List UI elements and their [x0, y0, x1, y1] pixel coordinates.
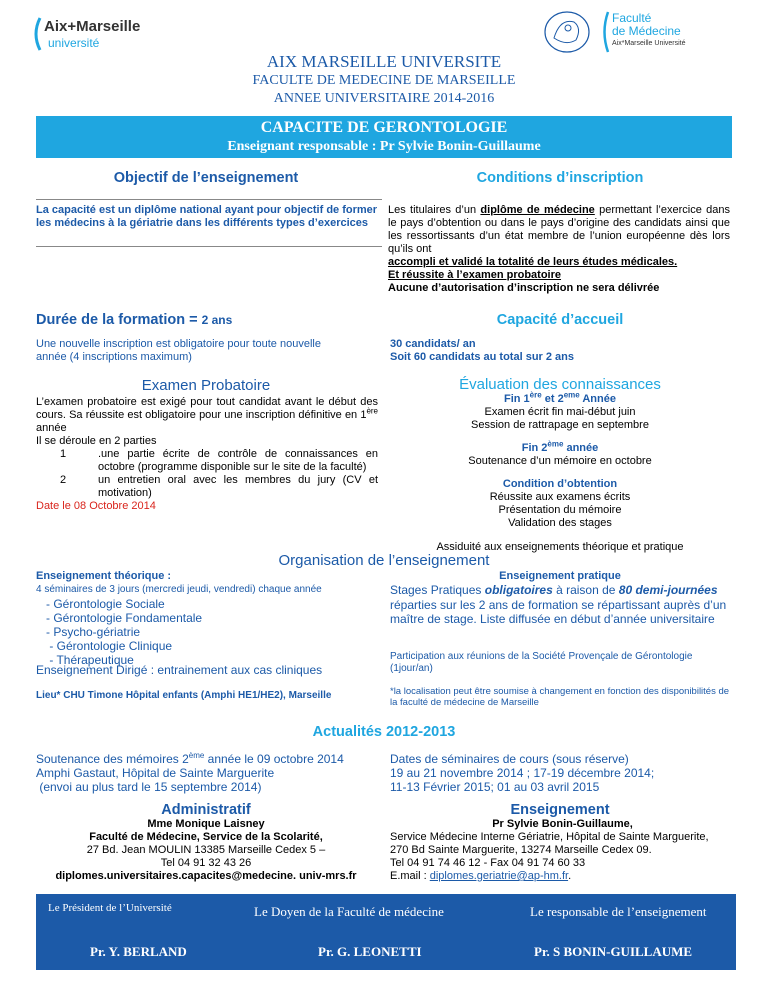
faculty-logo-line2: de Médecine	[612, 24, 681, 38]
administratif-address: 27 Bd. Jean MOULIN 13385 Marseille Cedex 5 –	[86, 844, 326, 856]
lieu-text: Lieu* CHU Timone Hôpital enfants (Amphi HE1/HE2), Marseille	[36, 690, 332, 701]
evaluation-line7: Assiduité aux enseignements théorique et pratique	[436, 541, 684, 553]
list-item: - Gérontologie Sociale	[46, 597, 165, 611]
evaluation-line6: Validation des stages	[508, 517, 612, 529]
actualites-right	[390, 752, 740, 794]
administratif-name: Mme Monique Laisney	[147, 818, 265, 830]
evaluation-sub2-a: Fin 2	[521, 442, 548, 454]
examen-heading: Examen Probatoire	[141, 377, 271, 394]
pratique-t5: réparties sur les 2 ans de formation se répartissant auprès d’un maître de stage. Liste diffusée en début d’année universitaire	[390, 597, 727, 626]
title-banner	[36, 116, 732, 158]
list-item: - Thérapeutique	[46, 653, 134, 667]
evaluation-sub2-b: année	[563, 442, 599, 454]
evaluation-sub2	[390, 439, 730, 455]
objectif-text: La capacité est un diplôme national ayant pour objectif de former les médecins à la gériatrie dans les différents types d’exercices	[36, 204, 378, 229]
administratif-text	[36, 818, 376, 883]
enseignement-email-label: E.mail :	[390, 870, 430, 882]
examen-item-text: un entretien oral avec les membres du jury (CV et motivation)	[98, 474, 378, 499]
pratique-t4: 80 demi-journées	[618, 583, 718, 597]
actualites-left1	[36, 752, 376, 766]
capacite-text	[390, 338, 730, 364]
faculty-logo	[600, 10, 740, 54]
enseignement-address: 270 Bd Sainte Marguerite, 13274 Marseille Cedex 09.	[390, 844, 652, 856]
duree-value: 2 ans	[201, 313, 233, 327]
evaluation-text	[390, 390, 730, 530]
course-title: CAPACITE DE GERONTOLOGIE	[260, 119, 508, 136]
evaluation-sub1-sup1: ère	[529, 390, 542, 400]
theorique-intro: 4 séminaires de 3 jours (mercredi jeudi, vendredi) chaque année	[36, 584, 322, 595]
conditions-p1c: permettant l’exercice dans le pays d’obtention ou dans le pays d’origine des candidats ainsi que les ressortissants d’un état membre de l’union européenne dès lors qu’ils ont	[388, 204, 730, 255]
evaluation-line5: Présentation du mémoire	[498, 504, 622, 516]
enseignement-email-line	[390, 870, 735, 883]
pratique-t1: Stages Pratiques	[390, 583, 485, 597]
organisation-heading-b: l’enseignement	[388, 552, 490, 569]
page-header	[0, 52, 768, 108]
actualites-left	[36, 752, 376, 794]
footer-name-1: Pr. Y. BERLAND	[90, 944, 187, 959]
enseignement-email-link[interactable]: diplomes.geriatrie@ap-hm.fr	[429, 870, 569, 882]
amu-logo-line1: Aix+Marseille	[44, 18, 141, 35]
conditions-p1b: diplôme de médecine	[480, 204, 595, 216]
pratique-heading: Enseignement pratique	[499, 570, 621, 582]
actualites-heading: Actualités 2012-2013	[312, 724, 456, 740]
evaluation-line3: Soutenance d’un mémoire en octobre	[468, 455, 652, 467]
lieu-note: *la localisation peut être soumise à changement en fonction des disponibilités de la faculté de médecine de Marseille	[390, 686, 730, 708]
evaluation-sub1-sup2: eme	[563, 390, 580, 400]
pratique-t3: à raison de	[552, 583, 619, 597]
conditions-p4: Aucune d’autorisation d’inscription ne sera délivrée	[388, 282, 660, 294]
administratif-email: diplomes.universitaires.capacites@medecine. univ-mrs.fr	[55, 870, 357, 882]
evaluation-sub3: Condition d’obtention	[502, 478, 618, 490]
actualites-left1-sup: ème	[188, 751, 205, 760]
evaluation-sub1-c: Année	[579, 393, 616, 405]
conditions-p3: Et réussite à l’examen probatoire	[388, 269, 562, 281]
conditions-p1a: Les titulaires d’un	[388, 204, 481, 216]
amu-logo-line2: université	[48, 36, 100, 50]
evaluation-line2: Session de rattrapage en septembre	[471, 419, 649, 431]
faculty-logo-line1: Faculté	[612, 11, 652, 25]
pratique-t2: obligatoires	[484, 583, 553, 597]
footer	[36, 894, 736, 970]
actualites-left2: Amphi Gastaut, Hôpital de Sainte Marguerite	[36, 766, 275, 780]
bracket-icon	[30, 16, 42, 52]
objectif-rule-bottom	[36, 246, 382, 247]
evaluation-sub1	[390, 390, 730, 406]
enseignement-text	[390, 818, 735, 883]
list-item: - Gérontologie Fondamentale	[46, 611, 203, 625]
actualites-left1-b: année le 09 octobre 2014	[204, 752, 344, 766]
examen-p1-end: année	[36, 422, 67, 434]
examen-item-1	[36, 448, 378, 474]
enseignement-tel: Tel 04 91 74 46 12 - Fax 04 91 74 60 33	[390, 857, 586, 869]
theorique-dirige: Enseignement Dirigé : entrainement aux cas cliniques	[36, 663, 323, 677]
pratique-text	[390, 583, 730, 627]
conditions-text	[388, 204, 730, 295]
capacite-line2: Soit 60 candidats au total sur 2 ans	[390, 351, 574, 363]
examen-item-num: 1	[60, 448, 67, 460]
faculty-logo-line3: Aix*Marseille Université	[612, 40, 686, 47]
examen-item-2	[36, 474, 378, 500]
actualites-right3: 11-13 Février 2015; 01 au 03 avril 2015	[390, 780, 600, 794]
enseignement-name: Pr Sylvie Bonin-Guillaume,	[492, 818, 633, 830]
course-lead: Enseignant responsable : Pr Sylvie Bonin-Guillaume	[227, 139, 541, 154]
actualites-left3: (envoi au plus tard le 15 septembre 2014)	[36, 780, 262, 794]
capacite-line1: 30 candidats/ an	[390, 338, 476, 350]
evaluation-sub2-sup: ème	[547, 439, 564, 449]
evaluation-sub1-a: Fin 1	[504, 393, 530, 405]
enseignement-email-end: .	[568, 870, 572, 882]
administratif-service: Faculté de Médecine, Service de la Scolarité,	[89, 831, 323, 843]
pratique-participation: Participation aux réunions de la Société Provençale de Gérontologie (1jour/an)	[390, 651, 693, 674]
evaluation-line4: Réussite aux examens écrits	[489, 491, 631, 503]
duree-text: Une nouvelle inscription est obligatoire pour toute nouvelle année (4 inscriptions maximum)	[36, 338, 321, 363]
examen-p1-sup: ère	[366, 406, 378, 416]
footer-title-3: Le responsable de l’enseignement	[530, 904, 707, 919]
footer-name-3: Pr. S BONIN-GUILLAUME	[534, 944, 693, 959]
theorique-list	[46, 597, 366, 667]
footer-title-1: Le Président de l’Université	[48, 902, 172, 914]
enseignement-heading: Enseignement	[510, 802, 610, 818]
bracket-icon	[600, 10, 610, 54]
amu-logo	[30, 16, 150, 52]
examen-item-text: .une partie écrite de contrôle de connaissances en octobre (programme disponible sur le site de la faculté)	[98, 448, 378, 473]
examen-item-num: 2	[60, 474, 67, 486]
duree-heading	[36, 312, 232, 328]
list-item: - Gérontologie Clinique	[46, 639, 173, 653]
examen-p1-text: L’examen probatoire est exigé pour tout candidat avant le début des cours. Sa réussite est obligatoire pour une inscription définitive en 1	[36, 396, 378, 421]
capacite-heading: Capacité d’accueil	[496, 312, 624, 328]
actualites-left1-a: Soutenance des mémoires 2	[36, 752, 189, 766]
administratif-tel: Tel 04 91 32 43 26	[160, 857, 252, 869]
objectif-rule-top	[36, 199, 382, 200]
faculty-name: FACULTE DE MEDECINE DE MARSEILLE	[252, 73, 516, 88]
conditions-p2: accompli et validé la totalité de leurs études médicales.	[388, 256, 678, 268]
organisation-heading-a: Organisation de	[278, 552, 389, 569]
theorique-heading: Enseignement théorique :	[36, 570, 172, 582]
conditions-heading: Conditions d’inscription	[476, 170, 644, 186]
evaluation-sub1-b: et 2	[541, 393, 564, 405]
examen-date: Date le 08 Octobre 2014	[36, 500, 156, 512]
administratif-heading: Administratif	[161, 802, 251, 818]
examen-text	[36, 396, 378, 513]
actualites-right2: 19 au 21 novembre 2014 ; 17-19 décembre 2014;	[390, 766, 655, 780]
examen-p2: Il se déroule en 2 parties	[36, 435, 157, 447]
organisation-heading	[0, 552, 768, 569]
list-item: - Psycho-gériatrie	[46, 625, 141, 639]
evaluation-line1: Examen écrit fin mai-début juin	[484, 406, 636, 418]
university-name: AIX MARSEILLE UNIVERSITE	[266, 52, 502, 71]
faculty-seal	[540, 8, 594, 56]
actualites-right1: Dates de séminaires de cours (sous réserve)	[390, 752, 629, 766]
evaluation-heading: Évaluation des connaissances	[459, 376, 661, 393]
objectif-heading: Objectif de l’enseignement	[113, 170, 299, 186]
enseignement-service: Service Médecine Interne Gériatrie, Hôpital de Sainte Marguerite,	[390, 831, 709, 843]
duree-label: Durée de la formation =	[36, 312, 202, 328]
footer-title-2: Le Doyen de la Faculté de médecine	[254, 904, 444, 919]
academic-year: ANNEE UNIVERSITAIRE 2014-2016	[273, 91, 495, 106]
examen-p1	[36, 396, 378, 435]
footer-name-2: Pr. G. LEONETTI	[318, 944, 422, 959]
